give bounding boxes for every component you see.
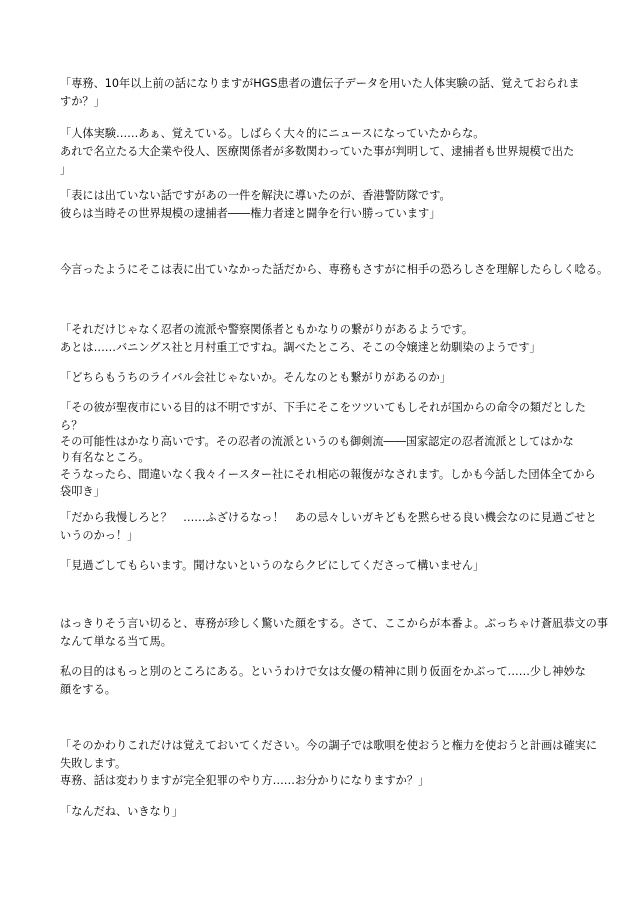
text-line: はっきりそう言い切ると、専務が珍しく驚いた顔をする。さて、ここからが本番よ。ぶっちゃけ蒼凪恭文の事	[60, 617, 608, 630]
text-line: 袋叩き」	[60, 485, 105, 498]
text-line: 「そのかわりこれだけは覚えておいてください。今の調子では歌唄を使おうと権力を使おうと計画は確実に	[60, 739, 598, 752]
text-line: すか？」	[60, 95, 105, 108]
text-line: いうのかっ！」	[60, 529, 139, 542]
text-line: 私の目的はもっと別のところにある。というわけで女は女優の精神に則り仮面をかぶって……少し神妙な	[60, 665, 586, 678]
text-line: 「専務、10年以上前の話になりますがHGS患者の遺伝子データを用いた人体実験の話、覚えておられま	[60, 77, 580, 90]
text-line: 「どちらもうちのライバル会社じゃないか。そんなのとも繋がりがあるのか」	[60, 371, 452, 384]
text-line: 「だから我慢しろと？ ……ふざけるなっ！ あの忌々しいガキどもを黙らせる良い機会なのに見過ごせと	[60, 511, 597, 524]
text-line: 「見過ごしてもらいます。聞けないというのならクビにしてくださって構いません」	[60, 559, 485, 572]
text-line: 「人体実験……あぁ、覚えている。しばらく大々的にニュースになっていたからな。	[60, 127, 485, 140]
text-line: そうなったら、間違いなく我々イースター社にそれ相応の報復がなされます。しかも今話した団体全てから	[60, 468, 596, 481]
text-line: なんて単なる当て馬。	[60, 635, 172, 648]
text-line: 」	[60, 163, 72, 176]
text-line: り有名なところ。	[60, 451, 150, 464]
text-line: その可能性はかなり高いです。その忍者の流派というのも御剣流――国家認定の忍者流派としてはかな	[60, 435, 574, 448]
text-line: 今言ったようにそこは表に出ていなかった話だから、専務もさすがに相手の恐ろしさを理解したらしく唸る。	[60, 263, 609, 276]
text-line: 彼らは当時その世界規模の逮捕者――権力者達と闘争を行い勝っています」	[60, 207, 441, 220]
text-line: 専務、話は変わりますが完全犯罪のやり方……お分かりになりますか？」	[60, 774, 430, 787]
text-line: 失敗します。	[60, 757, 127, 770]
text-line: 「それだけじゃなく忍者の流派や警察関係者ともかなりの繋がりがあるようです。	[60, 323, 474, 336]
text-line: 「表には出ていない話ですがあの一件を解決に導いたのが、香港警防隊です。	[60, 189, 451, 202]
text-line: あれで名立たる大企業や役人、医療関係者が多数関わっていた事が判明して、逮捕者も世界規模で出た	[60, 145, 575, 158]
text-line: 「なんだね、いきなり」	[60, 805, 184, 818]
text-line: 「その彼が聖夜市にいる目的は不明ですが、下手にそこをツツいてもしそれが国からの命令の類だとした	[60, 401, 586, 414]
text-line: ら？	[60, 419, 83, 432]
text-line: あとは……バニングス社と月村重工ですね。調べたところ、そこの令嬢達と幼馴染のようです」	[60, 341, 541, 354]
text-line: 顔をする。	[60, 683, 116, 696]
